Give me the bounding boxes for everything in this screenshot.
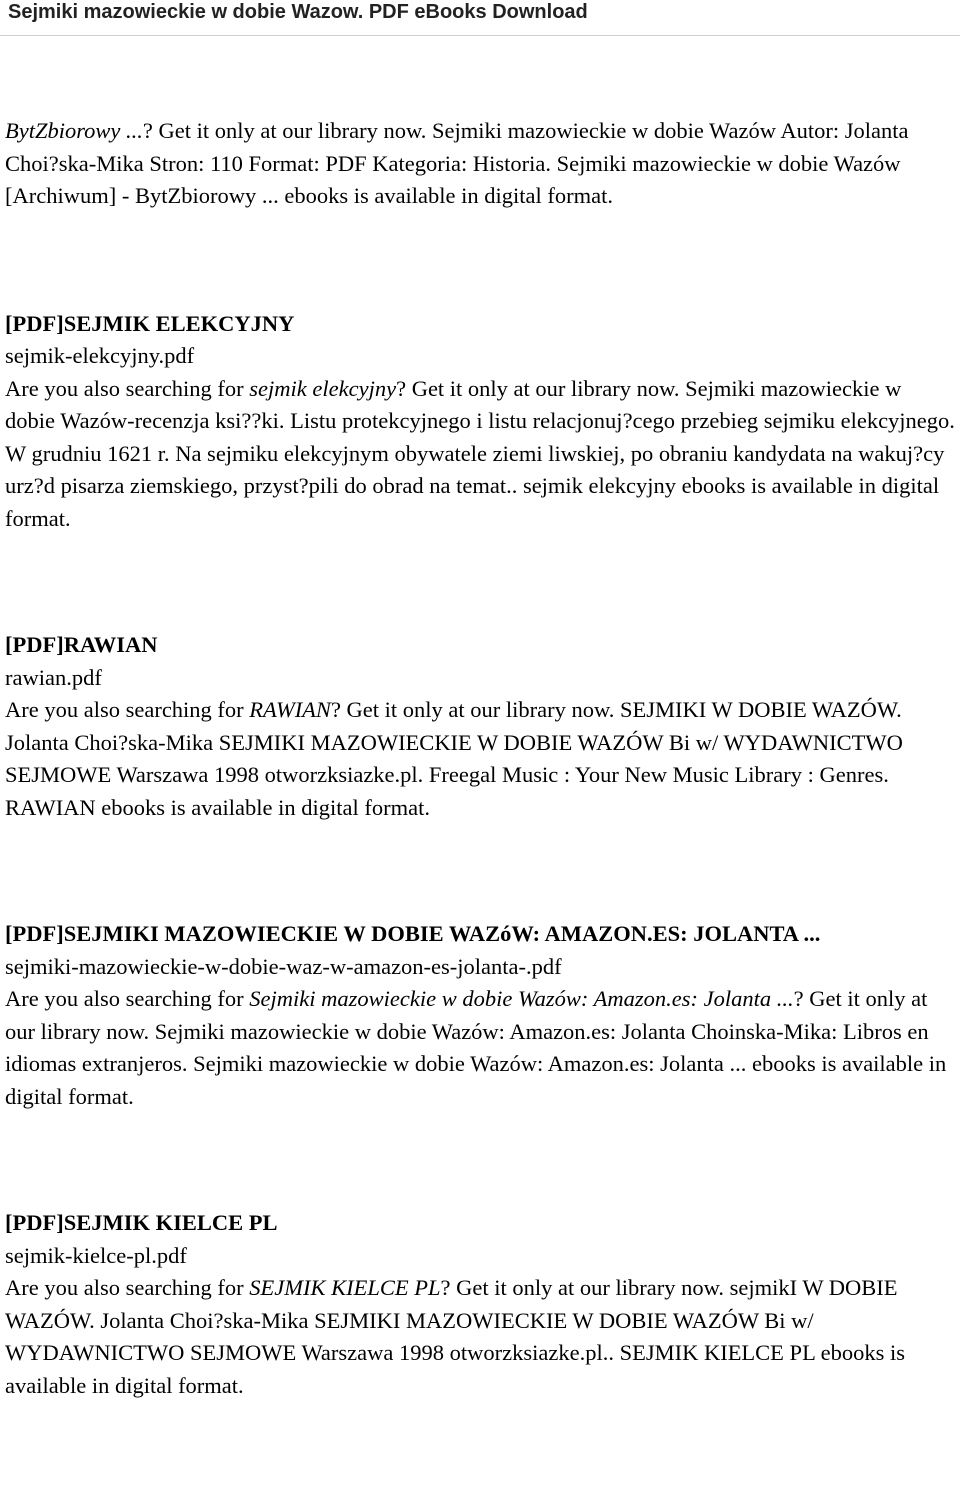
header-divider	[0, 35, 960, 36]
document-body	[5, 115, 955, 1496]
entry-rawian	[5, 629, 955, 824]
page-header	[0, 0, 960, 36]
entry-text: ? Get it only at our library now. sejmikI W DOBIE WAZÓW. Jolanta Choi?ska-Mika SEJMIKI MAZOWIECKIE W DOBIE WAZÓW Bi w/ WYDAWNICTWO SEJMOWE Warszawa 1998 otworzksiazke.pl.. SEJMIK KIELCE PL ebooks is available in digital format.	[5, 1275, 905, 1398]
entry-search-term: Sejmiki mazowieckie w dobie Wazów: Amazon.es: Jolanta ...	[249, 986, 794, 1011]
entry-description	[5, 694, 955, 824]
entry-text: ? Get it only at our library now. SEJMIKI W DOBIE WAZÓW. Jolanta Choi?ska-Mika SEJMIKI MAZOWIECKIE W DOBIE WAZÓW Bi w/ WYDAWNICTWO SEJMOWE Warszawa 1998 otworzksiazke.pl. Freegal Music : Your New Music Library : Genres. RAWIAN ebooks is available in digital format.	[5, 697, 903, 820]
entry-prefix: Are you also searching for	[5, 1275, 250, 1300]
entry-description	[5, 983, 955, 1113]
entry-text: ? Get it only at our library now. Sejmiki mazowieckie w dobie Wazów-recenzja ksi??ki. Listu protekcyjnego i listu relacjonuj?cego przebieg sejmiku elekcyjnego. W grudniu 1621 r. Na sejmiku elekcyjnym obywatele ziemi liwskiej, po obraniu kandydata na wakuj?cy urz?d pisarza ziemskiego, przyst?pili do obrad na temat.. sejmik elekcyjny ebooks is available in digital format.	[5, 375, 955, 531]
entry-sejmik-kielce	[5, 1207, 955, 1402]
entry-title[interactable]: [PDF]RAWIAN	[5, 632, 158, 657]
entry-sejmik-elekcyjny	[5, 308, 955, 536]
entry-title[interactable]: [PDF]SEJMIKI MAZOWIECKIE W DOBIE WAZóW: AMAZON.ES: JOLANTA ...	[5, 921, 821, 946]
entry-prefix: Are you also searching for	[5, 375, 250, 401]
entry-search-term: RAWIAN	[249, 697, 331, 722]
entry-search-term: SEJMIK KIELCE PL	[249, 1275, 441, 1300]
intro-italic: BytZbiorowy ...	[5, 118, 143, 143]
entry-prefix: Are you also searching for	[5, 986, 250, 1011]
entry-text: ? Get it only at our library now. Sejmiki mazowieckie w dobie Wazów: Amazon.es: Jolanta Choinska-Mika: Libros en idiomas extranjeros. Sejmiki mazowieckie w dobie Wazów: Amazon.es: Jolanta ... ebooks is available in digital format.	[5, 986, 947, 1109]
entry-search-term: sejmik elekcyjny	[249, 375, 397, 401]
entry-filename: sejmik-elekcyjny.pdf	[5, 343, 195, 368]
entry-description	[5, 373, 955, 536]
entry-sejmiki-amazon	[5, 918, 955, 1113]
entry-filename: rawian.pdf	[5, 664, 102, 690]
page-title: Sejmiki mazowieckie w dobie Wazow. PDF eBooks Download	[8, 1, 588, 23]
entry-title[interactable]: [PDF]SEJMIK ELEKCYJNY	[5, 310, 295, 336]
intro-paragraph	[5, 115, 955, 213]
entry-prefix: Are you also searching for	[5, 697, 250, 722]
intro-text: ? Get it only at our library now. Sejmiki mazowieckie w dobie Wazów Autor: Jolanta Choi?ska-Mika Stron: 110 Format: PDF Kategoria: Historia. Sejmiki mazowieckie w dobie Wazów [Archiwum] - BytZbiorowy ... ebooks is available in digital format.	[5, 118, 909, 208]
entry-title[interactable]: [PDF]SEJMIK KIELCE PL	[5, 1210, 278, 1235]
entry-filename: sejmik-kielce-pl.pdf	[5, 1242, 187, 1268]
entry-description	[5, 1272, 955, 1402]
entry-filename: sejmiki-mazowieckie-w-dobie-waz-w-amazon-es-jolanta-.pdf	[5, 953, 562, 979]
